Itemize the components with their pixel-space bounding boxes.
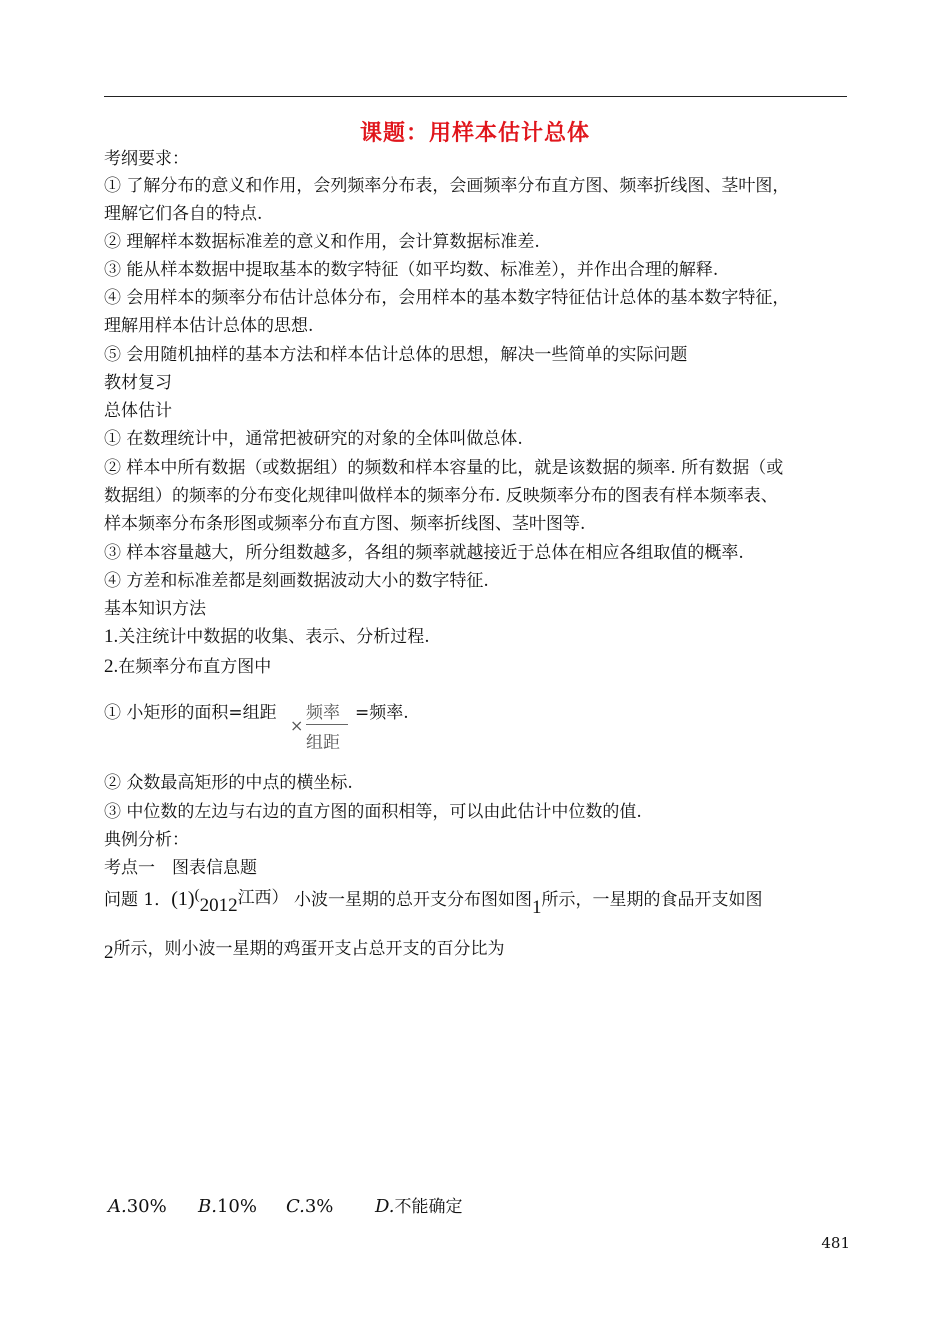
- problem-text: 所示，一星期的食品开支如图: [541, 890, 763, 910]
- formula-suffix: =频率.: [355, 703, 409, 723]
- option-b[interactable]: B.10%: [198, 1196, 257, 1217]
- histogram-point: ② 众数最高矩形的中点的横坐标.: [104, 773, 353, 793]
- problem-part: (1): [171, 888, 195, 910]
- times-sign: ×: [290, 716, 304, 735]
- problem-text: 所示，则小波一星期的鸡蛋开支占总开支的百分比为: [113, 939, 505, 959]
- methods-heading: 基本知识方法: [104, 599, 206, 619]
- option-d[interactable]: D.不能确定: [375, 1196, 463, 1217]
- problem-source: 江西）: [237, 888, 289, 908]
- requirement-line: ⑤ 会用随机抽样的基本方法和样本估计总体的思想，解决一些简单的实际问题: [104, 345, 688, 365]
- problem-line-2: [104, 938, 505, 963]
- method-text: 关注统计中数据的收集、表示、分析过程.: [118, 627, 430, 647]
- header-rule: [104, 96, 847, 97]
- review-heading: 教材复习: [104, 373, 172, 393]
- estimation-line: ③ 样本容量越大，所分组数越多，各组的频率就越接近于总体在相应各组取值的概率.: [104, 543, 744, 563]
- requirement-line: 理解用样本估计总体的思想.: [104, 316, 314, 336]
- estimation-line: ④ 方差和标准差都是刻画数据波动大小的数字特征.: [104, 571, 489, 591]
- problem-label: 问题 1．: [104, 890, 172, 910]
- requirement-line: ① 了解分布的意义和作用，会列频率分布表，会画频率分布直方图、频率折线图、茎叶图，: [104, 176, 790, 196]
- fraction-formula: [290, 698, 354, 754]
- requirement-line: ③ 能从样本数据中提取基本的数字特征（如平均数、标准差），并作出合理的解释.: [104, 260, 719, 280]
- requirements-heading: 考纲要求：: [104, 149, 189, 169]
- option-c[interactable]: C.3%: [286, 1196, 334, 1217]
- formula-prefix: ① 小矩形的面积=组距: [104, 703, 277, 723]
- estimation-line: 数据组）的频率的分布变化规律叫做样本的频率分布. 反映频率分布的图表有样本频率表、: [104, 486, 778, 506]
- method-text: 在频率分布直方图中: [118, 657, 272, 677]
- fraction-bar: [306, 724, 348, 725]
- topic-heading: 考点一 图表信息题: [104, 858, 257, 878]
- examples-heading: 典例分析：: [104, 830, 189, 850]
- figure-ref: 1: [531, 897, 542, 918]
- open-paren: (: [194, 887, 200, 903]
- fraction-denominator: 组距: [306, 733, 340, 753]
- estimation-line: ① 在数理统计中，通常把被研究的对象的全体叫做总体.: [104, 429, 523, 449]
- option-a[interactable]: A.30%: [108, 1196, 167, 1217]
- method-number: 2.: [104, 656, 119, 677]
- histogram-point: ③ 中位数的左边与右边的直方图的面积相等，可以由此估计中位数的值.: [104, 802, 642, 822]
- problem-text: 小波一星期的总开支分布图如图: [293, 890, 532, 910]
- method-item-1: [104, 626, 430, 648]
- estimation-line: 样本频率分布条形图或频率分布直方图、频率折线图、茎叶图等.: [104, 514, 586, 534]
- fraction-numerator: 频率: [306, 703, 340, 723]
- requirement-line: ② 理解样本数据标准差的意义和作用，会计算数据标准差.: [104, 232, 540, 252]
- page-number: 481: [821, 1234, 850, 1252]
- method-item-2: [104, 656, 271, 678]
- problem-year: 2012: [199, 895, 238, 916]
- requirement-line: ④ 会用样本的频率分布估计总体分布，会用样本的基本数字特征估计总体的基本数字特征，: [104, 288, 790, 308]
- requirement-line: 理解它们各自的特点.: [104, 204, 263, 224]
- page-title: 课题：用样本估计总体: [359, 121, 590, 146]
- estimation-heading: 总体估计: [104, 401, 172, 421]
- problem-line-1: [104, 887, 763, 918]
- estimation-line: ② 样本中所有数据（或数据组）的频数和样本容量的比，就是该数据的频率. 所有数据（或: [104, 458, 784, 478]
- figure-ref: 2: [104, 942, 114, 963]
- method-number: 1.: [104, 626, 119, 647]
